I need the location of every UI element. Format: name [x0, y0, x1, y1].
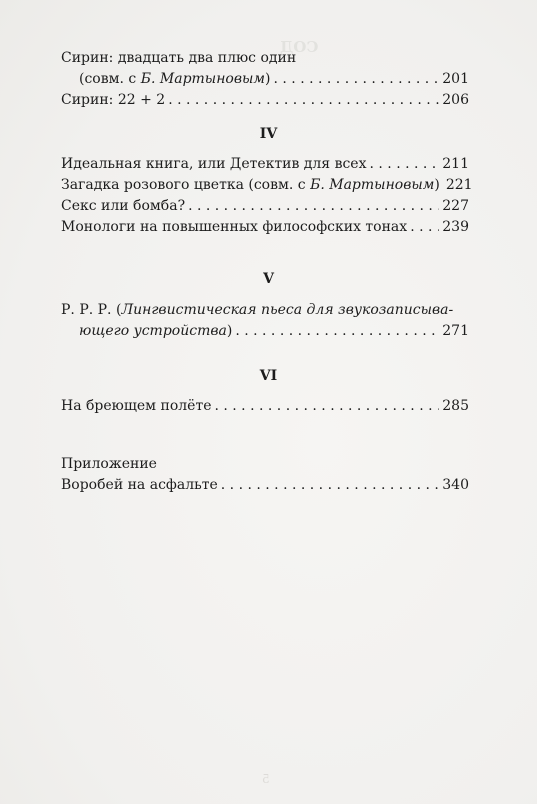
toc-entry-title: Монологи на повышенных философских тонах	[61, 219, 408, 235]
toc-entry-title: Сирин: 22 + 2	[61, 92, 166, 108]
section-numeral-iv: IV	[259, 126, 278, 142]
toc-entry	[61, 217, 469, 238]
toc-line	[61, 217, 469, 238]
leader-dots	[235, 321, 439, 342]
toc-entry-title: Воробей на асфальте	[61, 477, 218, 493]
toc-entry-title: На бреющем полёте	[61, 398, 212, 414]
toc-entry	[61, 175, 473, 196]
appendix-label: Приложение	[61, 456, 157, 472]
toc-entry-appendix	[61, 475, 469, 496]
toc-entry-sirin-23	[61, 48, 469, 90]
leader-dots	[370, 154, 440, 175]
toc-line	[61, 90, 469, 111]
toc-entry	[61, 154, 469, 175]
toc-line	[61, 154, 469, 175]
toc-entry	[61, 196, 469, 217]
toc-line	[61, 475, 469, 496]
bleed-through-header: СОД	[280, 38, 319, 56]
toc-line	[61, 396, 469, 417]
toc-page-number: 285	[442, 398, 469, 414]
toc-entry-title: Сирин: двадцать два плюс один	[61, 50, 297, 66]
toc-line	[61, 300, 469, 321]
leader-dots	[214, 396, 439, 417]
toc-entry-title: Загадка розового цветка (совм. с Б. Мартыновым)	[61, 177, 440, 193]
toc-line	[61, 48, 469, 69]
section-numeral-v: V	[263, 271, 274, 287]
toc-page-number: 201	[442, 71, 469, 87]
toc-line	[61, 196, 469, 217]
toc-entry-title: ющего устройства)	[79, 323, 233, 339]
toc-line	[61, 321, 469, 342]
bleed-through-page-number: 5	[262, 772, 270, 786]
toc-entry-title: Р. Р. Р. (Лингвистическая пьеса для звукозаписыва-	[61, 302, 454, 318]
leader-dots	[274, 69, 440, 90]
toc-entry-sirin-24	[61, 90, 469, 111]
section-numeral-vi: VI	[259, 368, 278, 384]
toc-page-number: 239	[442, 219, 469, 235]
toc-page-number: 206	[442, 92, 469, 108]
toc-page-number: 340	[442, 477, 469, 493]
leader-dots	[188, 196, 439, 217]
toc-page-number: 221	[445, 177, 473, 193]
toc-page-number: 211	[442, 156, 469, 172]
toc-entry-title: Секс или бомба?	[61, 198, 186, 214]
toc-line	[61, 69, 469, 90]
toc-page-number: 227	[442, 198, 469, 214]
toc-entry-rrr	[61, 300, 469, 342]
leader-dots	[168, 90, 439, 111]
toc-entry-title: Идеальная книга, или Детектив для всех	[61, 156, 367, 172]
toc-page-number: 271	[442, 323, 469, 339]
toc-entry-title: (совм. с Б. Мартыновым)	[79, 71, 271, 87]
leader-dots	[410, 217, 439, 238]
toc-entry	[61, 396, 469, 417]
leader-dots	[221, 475, 439, 496]
toc-line	[61, 175, 473, 196]
